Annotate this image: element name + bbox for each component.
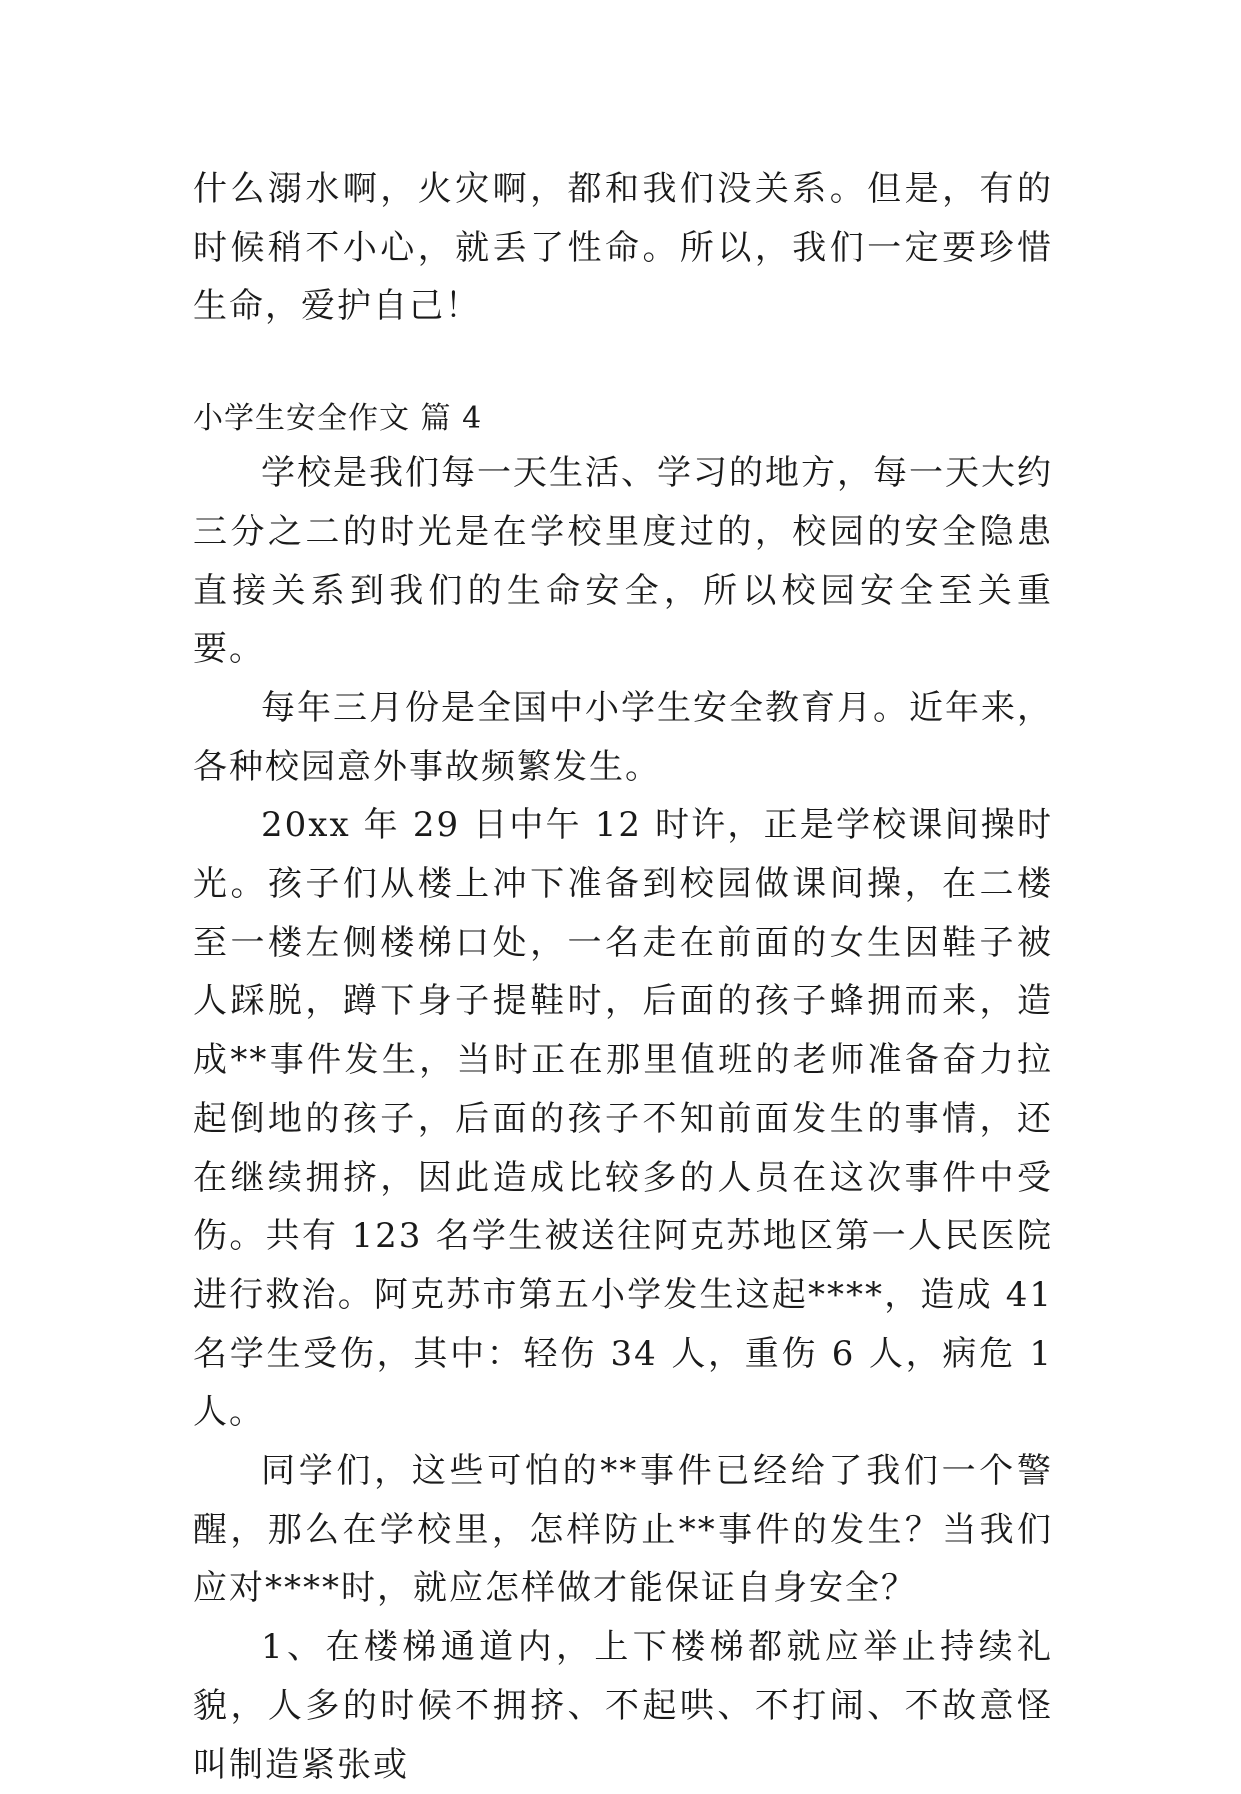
section-gap [193,336,1053,394]
document-body [193,160,1053,1794]
body-paragraph: 学校是我们每一天生活、学习的地方，每一天大约三分之二的时光是在学校里度过的，校园的安全隐患直接关系到我们的生命安全，所以校园安全至关重要。 [193,453,1053,670]
body-paragraph: 每年三月份是全国中小学生安全教育月。近年来，各种校园意外事故频繁发生。 [193,687,1053,787]
body-paragraph: 1、在楼梯通道内，上下楼梯都就应举止持续礼貌，人多的时候不拥挤、不起哄、不打闹、不故意怪叫制造紧张或 [193,1627,1053,1785]
intro-paragraph: 什么溺水啊，火灾啊，都和我们没关系。但是，有的时候稍不小心，就丢了性命。所以，我们一定要珍惜生命，爱护自己！ [193,169,1053,327]
section-heading: 小学生安全作文 篇 4 [193,401,483,437]
body-paragraph: 20xx 年 29 日中午 12 时许，正是学校课间操时光。孩子们从楼上冲下准备到校园做课间操，在二楼至一楼左侧楼梯口处，一名走在前面的女生因鞋子被人踩脱，蹲下身子提鞋时，后面的孩子蜂拥而来，造成**事件发生，当时正在那里值班的老师准备奋力拉起倒地的孩子，后面的孩子不知前面发生的事情，还在继续拥挤，因此造成比较多的人员在这次事件中受伤。共有 123 名学生被送往阿克苏地区第一人民医院进行救治。阿克苏市第五小学发生这起****，造成 41 名学生受伤，其中：轻伤 34 人，重伤 6 人，病危 1 人。 [193,805,1053,1433]
body-paragraph: 同学们，这些可怕的**事件已经给了我们一个警醒，那么在学校里，怎样防止**事件的发生？当我们应对****时，就应怎样做才能保证自身安全？ [193,1451,1053,1609]
